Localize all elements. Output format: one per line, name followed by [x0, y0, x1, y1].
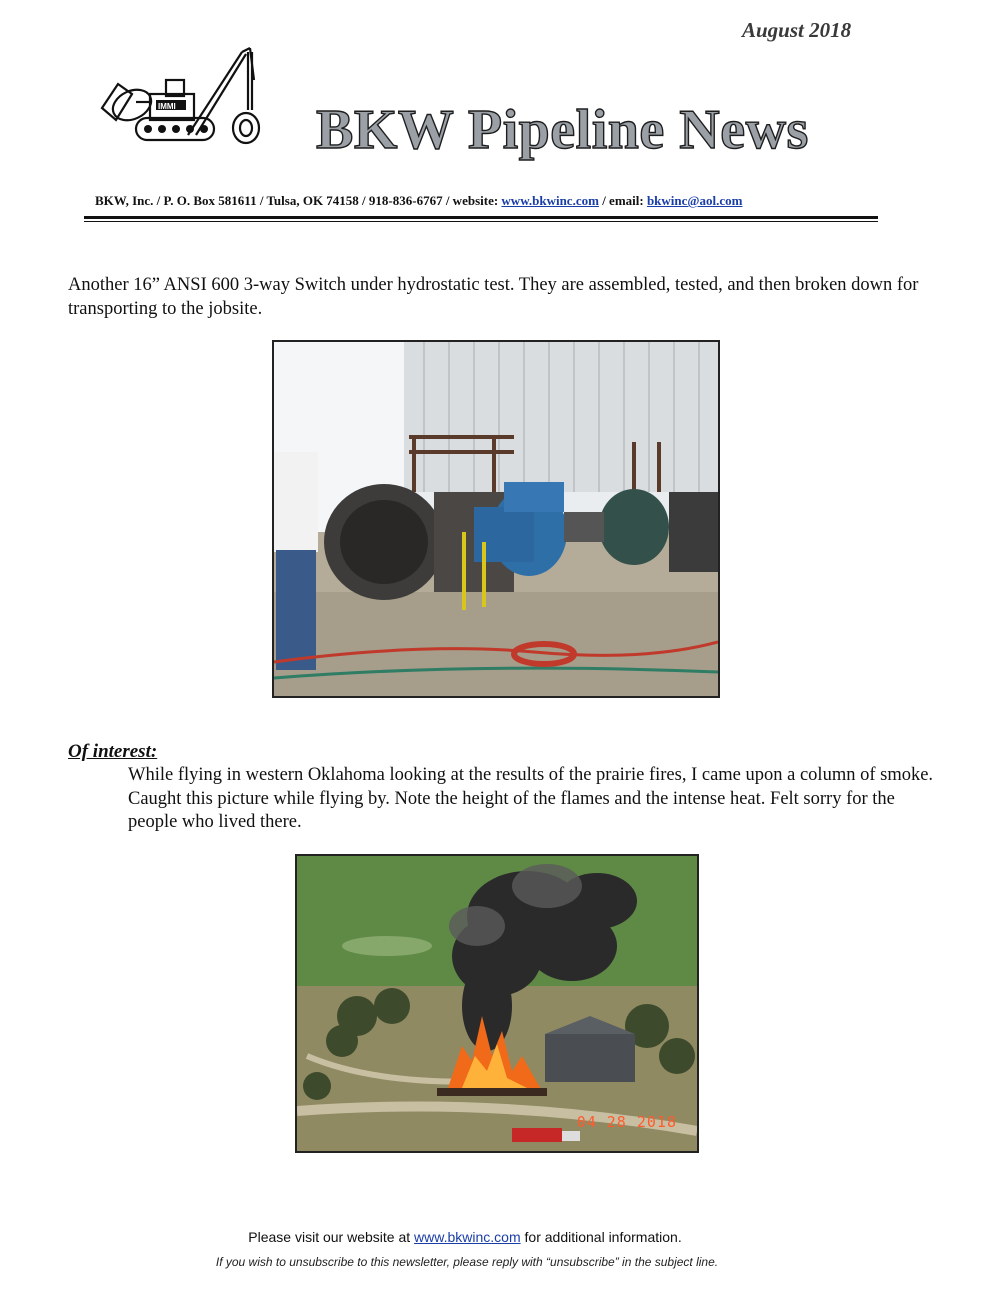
footer-unsubscribe: If you wish to unsubscribe to this newsletter, please reply with “unsubscribe” in the subject line.	[215, 1255, 719, 1269]
contact-line	[95, 193, 742, 209]
header-rule-thin	[84, 221, 878, 222]
svg-text:IMMI: IMMI	[158, 102, 176, 111]
newsletter-date: August 2018	[742, 18, 852, 42]
website-link[interactable]: www.bkwinc.com	[501, 193, 599, 208]
pipelayer-tractor-icon	[96, 40, 266, 150]
footer-website-link[interactable]: www.bkwinc.com	[414, 1229, 521, 1245]
footer-visit-suffix: for additional information.	[520, 1229, 682, 1245]
contact-email-label: / email:	[598, 193, 647, 208]
prairie-fire-aerial-photo	[295, 854, 699, 1153]
article-prairie-fire-text: While flying in western Oklahoma looking at the results of the prairie fires, I came upon a column of smoke. Caught this picture while flying by. Note the height of the flames and the intense heat. Felt sorry for the people who lived there.	[128, 765, 934, 832]
footer-visit	[0, 1229, 930, 1245]
header-rule	[84, 216, 878, 219]
photo-timestamp: 04 28 2018	[576, 1113, 677, 1131]
article-hydrotest-text: Another 16” ANSI 600 3-way Switch under hydrostatic test. They are assembled, tested, and then broken down for transporting to the jobsite.	[68, 275, 919, 319]
newsletter-title: BKW Pipeline News	[316, 99, 809, 161]
footer-visit-prefix: Please visit our website at	[248, 1229, 415, 1245]
contact-address: BKW, Inc. / P. O. Box 581611 / Tulsa, OK 74158 / 918-836-6767 / website:	[95, 193, 502, 208]
valve-assembly-photo	[272, 340, 720, 698]
of-interest-heading: Of interest:	[68, 741, 158, 762]
email-link[interactable]: bkwinc@aol.com	[646, 193, 743, 208]
